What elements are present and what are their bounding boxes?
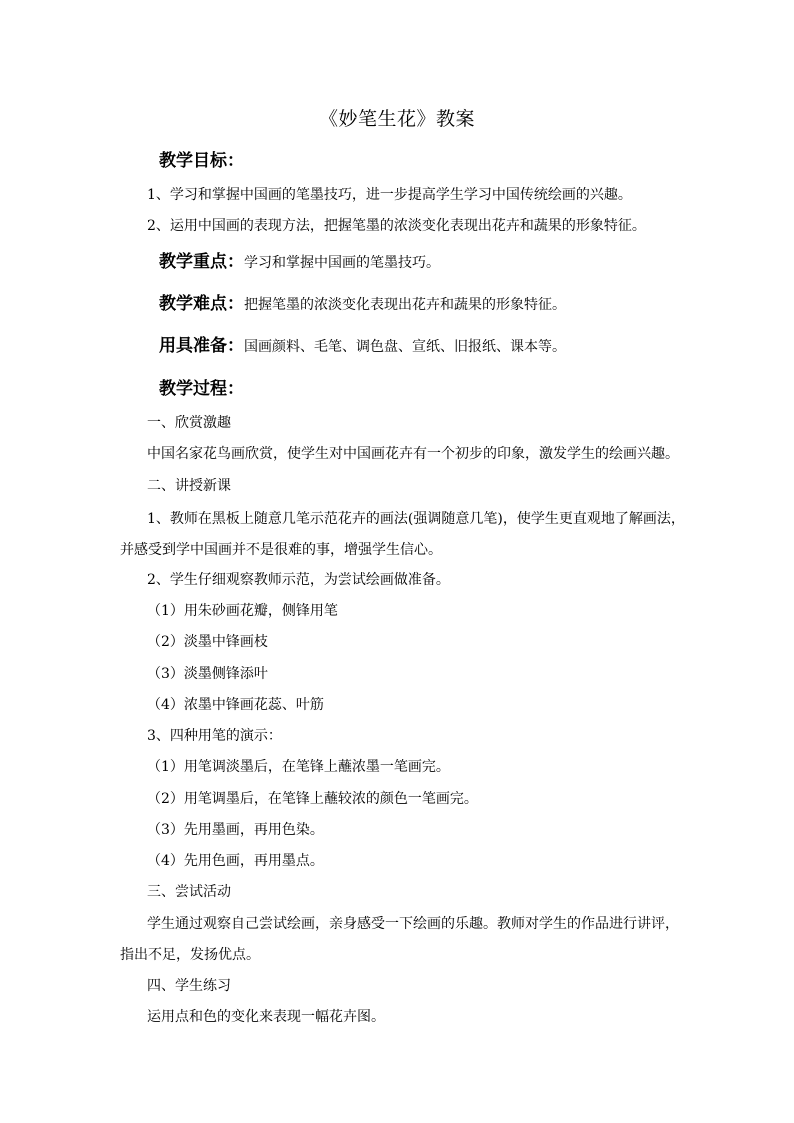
demo-item-2: （2）用笔调墨后，在笔锋上蘸较浓的颜色一笔画完。 [147, 791, 478, 807]
section1-text: 中国名家花鸟画欣赏，使学生对中国画花卉有一个初步的印象，激发学生的绘画兴趣。 [147, 446, 679, 462]
section2-p2: 2、学生仔细观察教师示范，为尝试绘画做准备。 [147, 572, 450, 588]
objective-item-1: 1、学习和掌握中国画的笔墨技巧，进一步提高学生学习中国传统绘画的兴趣。 [147, 187, 632, 203]
step-item-4: （4）浓墨中锋画花蕊、叶筋 [147, 697, 324, 713]
section3-line2: 指出不足，发扬优点。 [120, 947, 260, 963]
objectives-heading: 教学目标： [159, 151, 244, 171]
key-point-text: 学习和掌握中国画的笔墨技巧。 [244, 255, 440, 271]
key-point-row [159, 252, 440, 273]
section2-p1-line1: 1、教师在黑板上随意几笔示范花卉的画法(强调随意几笔)，使学生更直观地了解画法， [147, 511, 685, 527]
key-point-heading: 教学重点： [159, 252, 244, 272]
section1-title: 一、欣赏激趣 [147, 415, 231, 431]
difficulty-text: 把握笔墨的浓淡变化表现出花卉和蔬果的形象特征。 [244, 297, 566, 313]
objective-item-2: 2、运用中国画的表现方法，把握笔墨的浓淡变化表现出花卉和蔬果的形象特征。 [147, 218, 646, 234]
section4-text: 运用点和色的变化来表现一幅花卉图。 [147, 1009, 385, 1025]
demo-item-1: （1）用笔调淡墨后，在笔锋上蘸浓墨一笔画完。 [147, 759, 450, 775]
step-item-2: （2）淡墨中锋画枝 [147, 634, 268, 650]
difficulty-heading: 教学难点： [159, 294, 244, 314]
step-item-1: （1）用朱砂画花瓣，侧锋用笔 [147, 603, 338, 619]
materials-heading: 用具准备： [159, 336, 244, 356]
section2-title: 二、讲授新课 [147, 478, 231, 494]
section3-line1: 学生通过观察自己尝试绘画，亲身感受一下绘画的乐趣。教师对学生的作品进行讲评， [147, 916, 679, 932]
materials-row [159, 336, 566, 357]
step-item-3: （3）淡墨侧锋添叶 [147, 666, 268, 682]
process-heading: 教学过程： [159, 379, 244, 399]
section2-p1-line2: 并感受到学中国画并不是很难的事，增强学生信心。 [120, 542, 442, 558]
section3-title: 三、尝试活动 [147, 884, 231, 900]
section4-title: 四、学生练习 [147, 978, 231, 994]
difficulty-row [159, 294, 566, 315]
document-title: 《妙笔生花》教案 [318, 108, 475, 130]
materials-text: 国画颜料、毛笔、调色盘、宣纸、旧报纸、课本等。 [244, 339, 566, 355]
demo-item-4: （4）先用色画，再用墨点。 [147, 853, 324, 869]
demo-item-3: （3）先用墨画，再用色染。 [147, 822, 324, 838]
section2-p3: 3、四种用笔的演示： [147, 728, 282, 744]
